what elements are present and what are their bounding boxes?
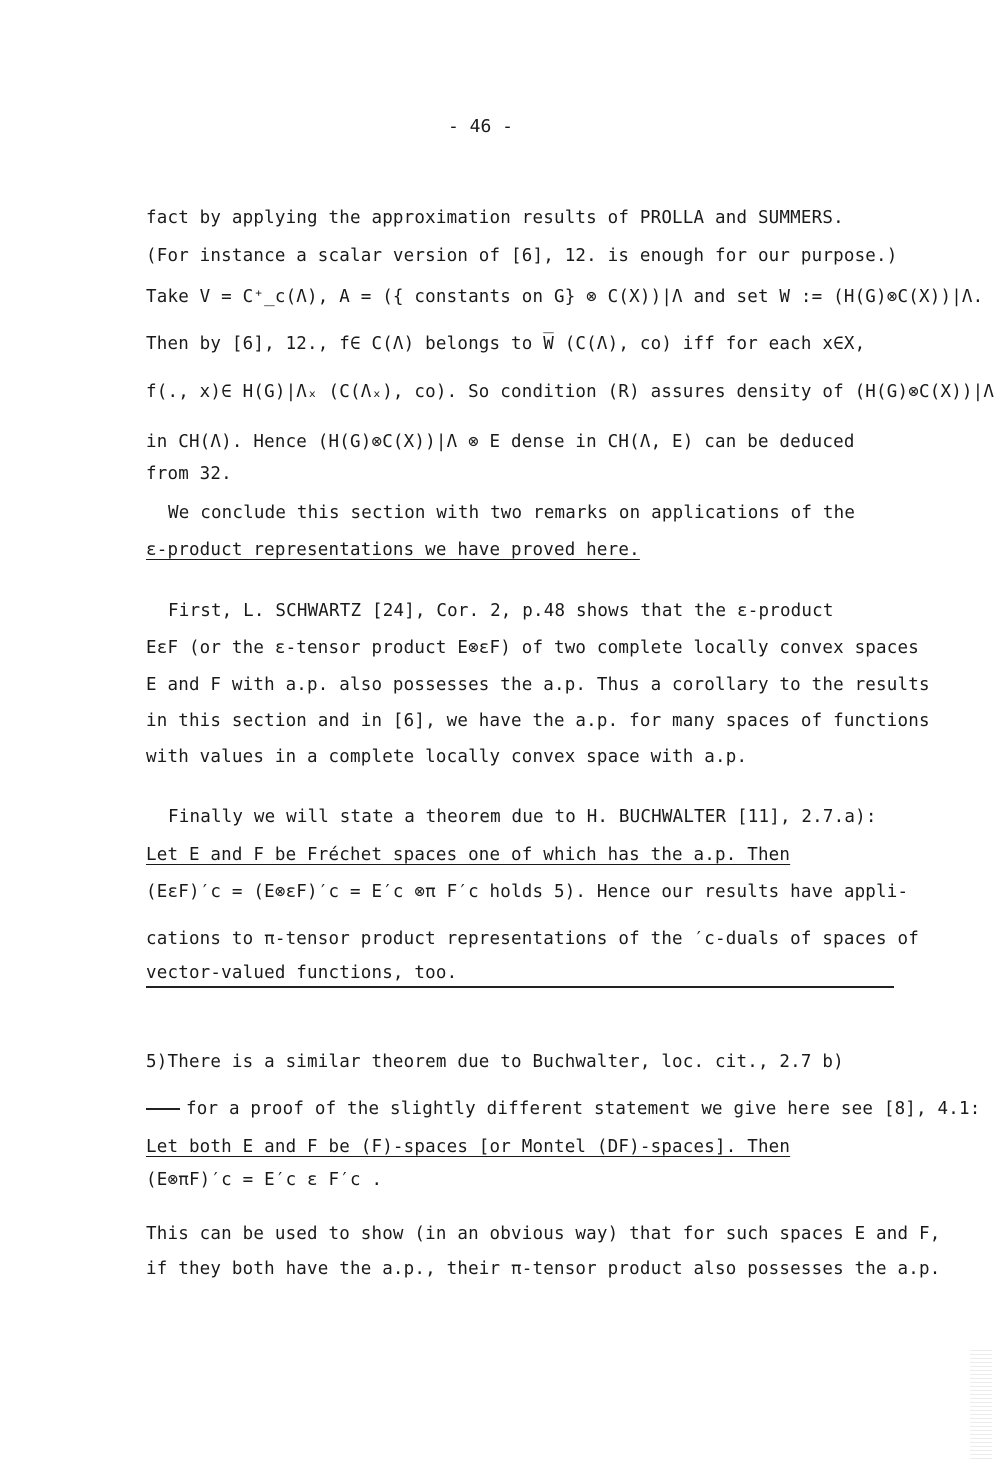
footnote-rule	[146, 986, 894, 988]
para3-line-4: in this section and in [6], we have the a.p. for many spaces of functions	[146, 711, 930, 731]
body-line-6: in CH(Λ). Hence (H(G)⊗C(X))|Λ ⊗ E dense in CH(Λ, E) can be deduced	[146, 432, 855, 452]
footnote-line-1: 5)There is a similar theorem due to Buchwalter, loc. cit., 2.7 b)	[146, 1052, 844, 1072]
footnote-line-4: (E⊗πF)′c = E′c ε F′c .	[146, 1170, 383, 1190]
body-line-2: (For instance a scalar version of [6], 12. is enough for our purpose.)	[146, 246, 898, 266]
footnote-line-5: This can be used to show (in an obvious way) that for such spaces E and F,	[146, 1224, 941, 1244]
para3-line-5: with values in a complete locally convex space with a.p.	[146, 747, 748, 767]
footnote-line-3: Let both E and F be (F)-spaces [or Montel (DF)-spaces]. Then	[146, 1137, 791, 1157]
footnote-dash	[146, 1108, 180, 1110]
scan-artifact	[970, 1349, 992, 1459]
para3-line-2: EεF (or the ε-tensor product E⊗εF) of two complete locally convex spaces	[146, 638, 919, 658]
page-number: - 46 -	[448, 116, 514, 137]
body-line-5: f(., x)∈ H(G)|Λₓ (C(Λₓ), co). So condition (R) assures density of (H(G)⊗C(X))|Λ	[146, 382, 995, 402]
para4-line-4: cations to π-tensor product representations of the ′c-duals of spaces of	[146, 929, 919, 949]
para3-line-1: First, L. SCHWARTZ [24], Cor. 2, p.48 shows that the ε-product	[168, 601, 834, 621]
footnote-line-6: if they both have the a.p., their π-tensor product also possesses the a.p.	[146, 1259, 941, 1279]
para4-line-2: Let E and F be Fréchet spaces one of which has the a.p. Then	[146, 845, 791, 865]
para4-line-3: (EεF)′c = (E⊗εF)′c = E′c ⊗π F′c holds 5). Hence our results have appli-	[146, 882, 909, 902]
body-line-7: from 32.	[146, 464, 232, 484]
para2-line-1: We conclude this section with two remarks on applications of the	[168, 503, 856, 523]
para4-line-1: Finally we will state a theorem due to H. BUCHWALTER [11], 2.7.a):	[168, 807, 877, 827]
body-line-4: Then by [6], 12., f∈ C(Λ) belongs to W̅ (C(Λ), co) iff for each x∈X,	[146, 334, 866, 354]
para4-line-5: vector-valued functions, too.	[146, 963, 458, 983]
para2-line-2: ε-product representations we have proved here.	[146, 540, 640, 560]
para3-line-3: E and F with a.p. also possesses the a.p. Thus a corollary to the results	[146, 675, 930, 695]
footnote-line-2	[146, 1099, 980, 1119]
body-line-1: fact by applying the approximation results of PROLLA and SUMMERS.	[146, 208, 844, 228]
body-line-3: Take V = C⁺_c(Λ), A = ({ constants on G} ⊗ C(X))|Λ and set W := (H(G)⊗C(X))|Λ.	[146, 287, 984, 307]
footnote-line-2-text: for a proof of the slightly different statement we give here see [8], 4.1:	[186, 1099, 981, 1119]
